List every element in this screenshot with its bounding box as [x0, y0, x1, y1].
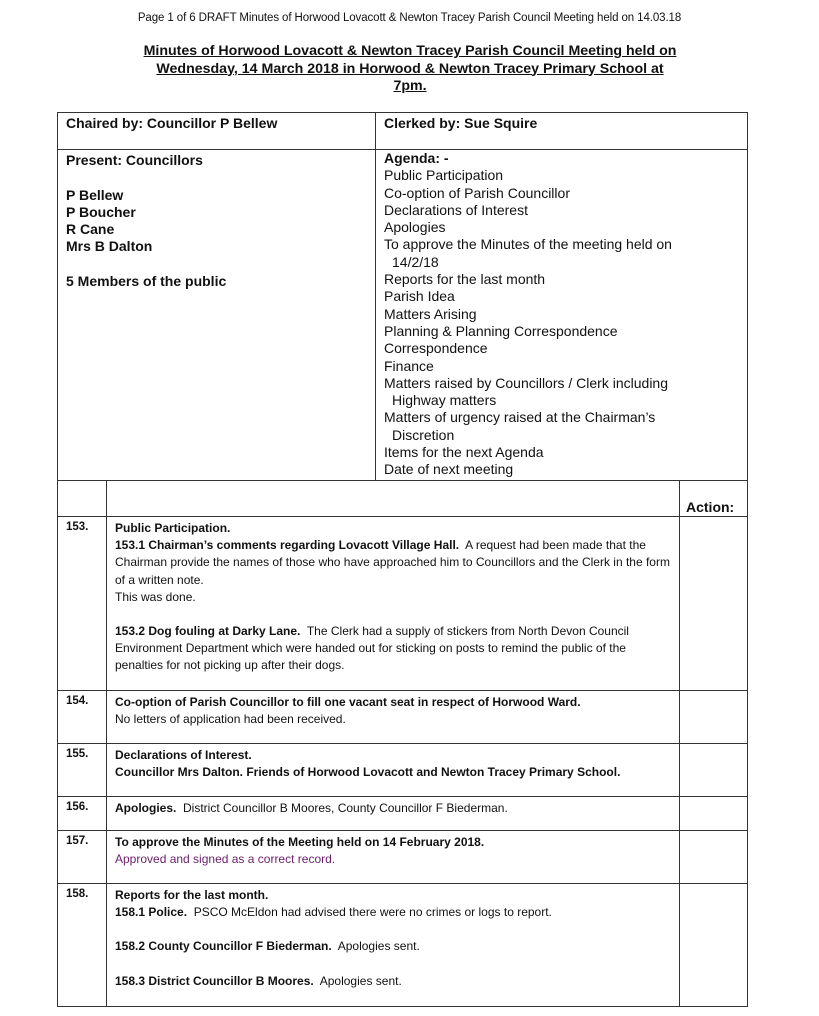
minute-row-153 [58, 517, 748, 691]
agenda-item-text: Public Participation [384, 167, 504, 184]
councillor-name: P Bellew [66, 186, 124, 203]
agenda-item-text: Correspondence [384, 340, 488, 357]
minute-title: Co-option of Parish Councillor to fill one vacant seat in respect of Horwood Ward. [115, 695, 581, 709]
agenda-item-text: Apologies [384, 219, 446, 236]
minute-number: 155. [66, 748, 89, 760]
public-count: 5 Members of the public [66, 273, 227, 290]
minutes-table [57, 480, 748, 1007]
minute-row-158 [58, 884, 748, 1007]
title-line-2: Wednesday, 14 March 2018 in Horwood & Newton Tracey Primary School at [156, 60, 664, 77]
subsection-text: A request had been made that the Chairman provide the names of those who have approached him to Councillors and the Clerk in the form of a written note. [115, 538, 670, 587]
agenda-item-text: Co-option of Parish Councillor [384, 184, 570, 201]
minute-title: To approve the Minutes of the Meeting held on 14 February 2018. [115, 835, 485, 849]
minute-row-154 [58, 691, 748, 744]
councillor-name: P Boucher [66, 203, 136, 220]
subsection-heading: 158.1 Police. [115, 905, 188, 920]
minute-title: Public Participation. [115, 521, 231, 535]
agenda-heading: Agenda: - [384, 150, 449, 166]
agenda-item-text: Parish Idea [384, 288, 455, 305]
title-line-3: 7pm. [393, 78, 427, 94]
minute-number: 157. [66, 835, 89, 847]
agenda-item-text: Reports for the last month [384, 271, 546, 288]
subsection-heading: 158.2 County Councillor F Biederman. [115, 939, 332, 954]
minute-row-157 [58, 831, 748, 884]
agenda-item [384, 271, 739, 288]
agenda-item [384, 375, 739, 410]
agenda-cell [376, 150, 748, 481]
agenda-item [384, 219, 739, 236]
agenda-item [384, 202, 739, 219]
agenda-item-continuation: Discretion [392, 426, 455, 443]
action-cell [680, 884, 748, 1007]
subsection-text: Apologies sent. [337, 939, 420, 954]
approved-status: Approved and signed as a correct record. [115, 852, 336, 867]
minute-number: 156. [66, 801, 89, 813]
present-cell [58, 150, 376, 481]
agenda-item [384, 185, 739, 202]
action-cell [680, 691, 748, 744]
chaired-by: Chaired by: Councillor P Bellew [66, 115, 278, 131]
action-header-cell [680, 481, 748, 517]
minute-title: Declarations of Interest. [115, 748, 252, 762]
clerked-by: Clerked by: Sue Squire [384, 115, 538, 131]
agenda-item-text: Planning & Planning Correspondence [384, 322, 618, 339]
agenda-item [384, 236, 739, 271]
agenda-item [384, 358, 739, 375]
agenda-item [384, 409, 739, 444]
agenda-item-continuation: 14/2/18 [392, 253, 439, 270]
minute-number: 154. [66, 695, 89, 707]
subsection-heading: 153.2 Dog fouling at Darky Lane. [115, 624, 301, 639]
minute-text: District Councillor B Moores, County Councillor F Biederman. [183, 801, 508, 815]
councillor-name: Mrs B Dalton [66, 238, 153, 255]
agenda-item-text: Declarations of Interest [384, 201, 528, 218]
agenda-item [384, 306, 739, 323]
minute-title: Reports for the last month. [115, 888, 269, 902]
minute-text: Councillor Mrs Dalton. Friends of Horwood Lovacott and Newton Tracey Primary School. [115, 765, 621, 780]
subsection-outcome: This was done. [115, 589, 196, 604]
agenda-item [384, 167, 739, 184]
subsection-heading: 158.3 District Councillor B Moores. [115, 973, 314, 988]
minute-header-cell [107, 481, 680, 517]
agenda-item-text: Date of next meeting [384, 461, 514, 478]
subsection-heading: 153.1 Chairman’s comments regarding Lovacott Village Hall. [115, 538, 460, 553]
minute-title: Apologies. [115, 801, 177, 815]
action-cell [680, 517, 748, 691]
agenda-item-text: Matters raised by Councillors / Clerk including [384, 374, 668, 391]
present-heading: Present: Councillors [66, 152, 203, 168]
number-header-cell [58, 481, 107, 517]
agenda-item [384, 323, 739, 340]
action-cell [680, 744, 748, 797]
clerked-by-cell [376, 113, 748, 150]
agenda-item [384, 461, 739, 478]
document-title [110, 43, 710, 96]
chaired-by-cell [58, 113, 376, 150]
title-line-1: Minutes of Horwood Lovacott & Newton Tracey Parish Council Meeting held on [143, 43, 677, 59]
minute-number: 158. [66, 888, 89, 900]
minute-row-155 [58, 744, 748, 797]
subsection-text: PSCO McEldon had advised there were no crimes or logs to report. [193, 905, 552, 920]
councillor-name: R Cane [66, 221, 115, 238]
page-header: Page 1 of 6 DRAFT Minutes of Horwood Lovacott & Newton Tracey Parish Council Meeting held on 14.03.18 [137, 12, 682, 24]
minute-row-156 [58, 797, 748, 831]
subsection-text: Apologies sent. [319, 973, 402, 988]
agenda-item-continuation: Highway matters [392, 392, 497, 409]
subsection-text: The Clerk had a supply of stickers from North Devon Council Environment Department which were handed out for sticking on posts to remind the public of the penalties for not picking up after their dogs. [115, 624, 629, 673]
meeting-info-table [57, 112, 748, 481]
agenda-item-text: Matters Arising [384, 305, 477, 322]
minute-text: No letters of application had been received. [115, 712, 346, 727]
action-heading: Action: [686, 499, 735, 515]
agenda-item-text: Matters of urgency raised at the Chairman’s [384, 409, 656, 426]
agenda-item-text: Finance [384, 357, 434, 374]
agenda-item [384, 444, 739, 461]
action-cell [680, 831, 748, 884]
agenda-item [384, 288, 739, 305]
agenda-item [384, 340, 739, 357]
agenda-item-text: To approve the Minutes of the meeting held on [384, 236, 672, 253]
minute-number: 153. [66, 521, 89, 533]
agenda-item-text: Items for the next Agenda [384, 444, 544, 461]
action-cell [680, 797, 748, 831]
